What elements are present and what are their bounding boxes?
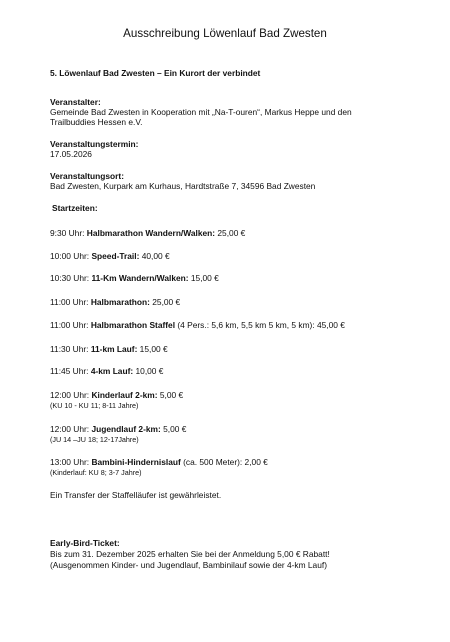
race-detail: 25,00 €: [215, 228, 246, 238]
race-row: [50, 457, 268, 467]
date-heading: Veranstaltungstermin:: [50, 139, 139, 149]
race-row: [50, 390, 183, 400]
race-detail: 15,00 €: [188, 273, 219, 283]
transfer-note: Ein Transfer der Staffelläufer ist gewährleistet.: [50, 490, 222, 500]
early-bird-line-2: (Ausgenommen Kinder- und Jugendlauf, Bambinilauf sowie der 4-km Lauf): [50, 560, 327, 570]
race-name: Jugendlauf 2-km:: [91, 424, 161, 434]
race-note: (JU 14 –JU 18; 12-17Jahre): [50, 435, 139, 444]
race-detail: (4 Pers.: 5,6 km, 5,5 km 5 km, 5 km): 45,00 €: [175, 320, 345, 330]
race-row: [50, 320, 345, 330]
organizer-line-2: Trailbuddies Hessen e.V.: [50, 117, 143, 127]
race-row: [50, 424, 186, 434]
early-bird-heading: Early-Bird-Ticket:: [50, 538, 120, 548]
date-value: 17.05.2026: [50, 149, 92, 159]
document-title: Ausschreibung Löwenlauf Bad Zwesten: [123, 27, 327, 40]
race-note: (Kinderlauf: KU 8; 3-7 Jahre): [50, 468, 142, 477]
event-subtitle: 5. Löwenlauf Bad Zwesten – Ein Kurort der verbindet: [50, 68, 261, 78]
race-time: 11:00 Uhr:: [50, 320, 91, 330]
race-name: 11-Km Wandern/Walken:: [91, 273, 189, 283]
race-detail: 5,00 €: [157, 390, 184, 400]
race-row: [50, 273, 219, 283]
race-note: (KU 10 - KU 11; 8-11 Jahre): [50, 401, 139, 410]
race-name: 11-km Lauf:: [90, 344, 138, 354]
race-time: 12:00 Uhr:: [50, 390, 92, 400]
race-time: 11:00 Uhr:: [50, 297, 91, 307]
race-name: 4-km Lauf:: [90, 366, 134, 376]
race-row: [50, 344, 168, 354]
early-bird-line-1: Bis zum 31. Dezember 2025 erhalten Sie bei der Anmeldung 5,00 € Rabatt!: [50, 549, 330, 559]
location-heading: Veranstaltungsort:: [50, 171, 124, 181]
race-time: 13:00 Uhr:: [50, 457, 92, 467]
race-name: Bambini-Hindernislauf: [91, 457, 181, 467]
race-time: 12:00 Uhr:: [50, 424, 92, 434]
race-name: Halbmarathon Staffel: [90, 320, 176, 330]
race-time: 10:00 Uhr:: [50, 251, 92, 261]
race-name: Kinderlauf 2-km:: [91, 390, 158, 400]
race-name: Halbmarathon Wandern/Walken:: [86, 228, 216, 238]
race-time: 10:30 Uhr:: [50, 273, 92, 283]
race-detail: (ca. 500 Meter): 2,00 €: [180, 457, 268, 467]
start-times-heading: Startzeiten:: [52, 203, 98, 213]
race-detail: 15,00 €: [137, 344, 168, 354]
race-row: [50, 366, 163, 376]
race-row: [50, 228, 245, 238]
race-detail: 40,00 €: [139, 251, 170, 261]
race-detail: 10,00 €: [133, 366, 164, 376]
race-detail: 5,00 €: [160, 424, 187, 434]
race-detail: 25,00 €: [149, 297, 181, 307]
race-name: Speed-Trail:: [91, 251, 140, 261]
race-row: [50, 297, 180, 307]
location-value: Bad Zwesten, Kurpark am Kurhaus, Hardtstraße 7, 34596 Bad Zwesten: [50, 181, 316, 191]
race-row: [50, 251, 170, 261]
race-time: 11:45 Uhr:: [50, 366, 91, 376]
organizer-line-1: Gemeinde Bad Zwesten in Kooperation mit „Na-T-ouren“, Markus Heppe und den: [50, 107, 352, 117]
race-time: 11:30 Uhr:: [50, 344, 91, 354]
race-name: Halbmarathon:: [90, 297, 150, 307]
race-time: 9:30 Uhr:: [50, 228, 87, 238]
organizer-heading: Veranstalter:: [50, 97, 101, 107]
